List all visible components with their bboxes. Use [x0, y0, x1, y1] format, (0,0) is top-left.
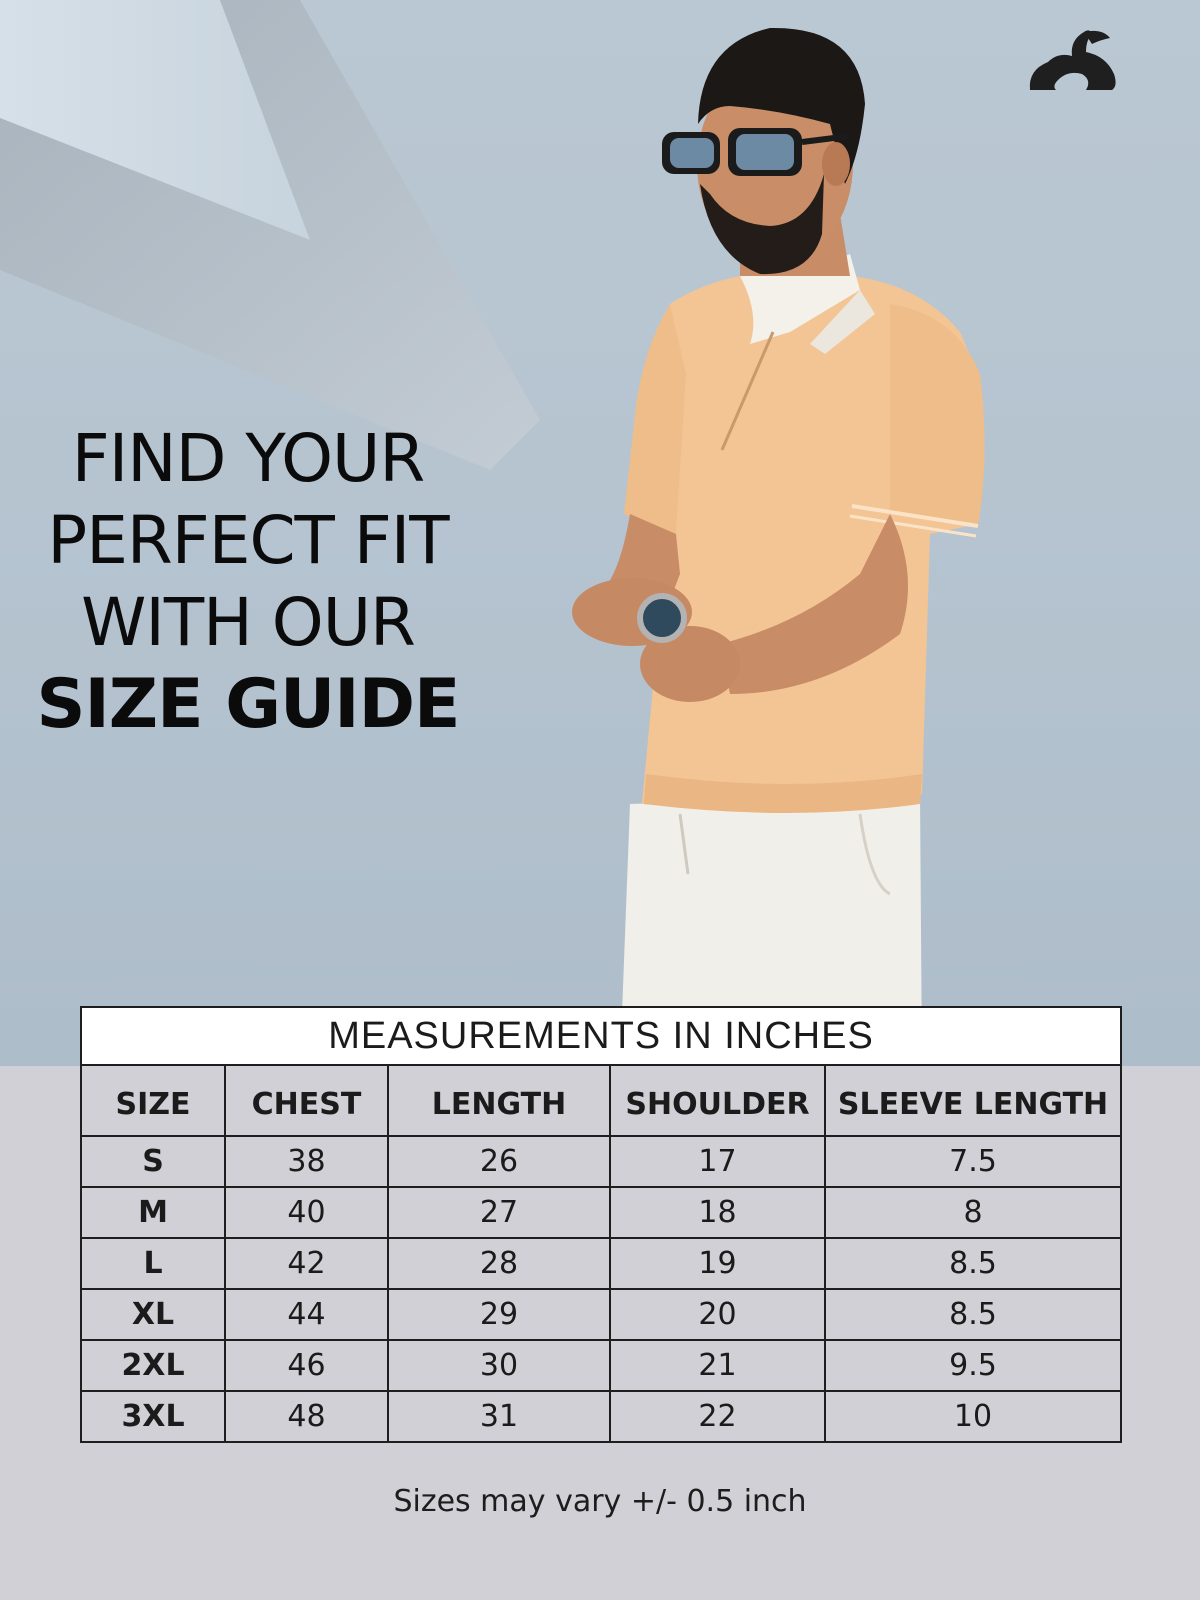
chest-cell: 38 [225, 1136, 388, 1187]
length-cell: 27 [388, 1187, 610, 1238]
table-row [81, 1136, 1121, 1187]
sleeve-length-cell: 8.5 [825, 1289, 1121, 1340]
size-cell: 2XL [81, 1340, 225, 1391]
headline-line-1: FIND YOUR [71, 420, 425, 497]
size-cell: M [81, 1187, 225, 1238]
column-header-length: LENGTH [388, 1065, 610, 1136]
chest-cell: 44 [225, 1289, 388, 1340]
size-cell: 3XL [81, 1391, 225, 1442]
length-cell: 28 [388, 1238, 610, 1289]
chest-cell: 48 [225, 1391, 388, 1442]
headline [20, 418, 476, 746]
length-cell: 26 [388, 1136, 610, 1187]
length-cell: 30 [388, 1340, 610, 1391]
length-cell: 31 [388, 1391, 610, 1442]
sleeve-length-cell: 9.5 [825, 1340, 1121, 1391]
size-variance-note: Sizes may vary +/- 0.5 inch [393, 1484, 807, 1519]
column-header-shoulder: SHOULDER [610, 1065, 825, 1136]
size-table [80, 1006, 1122, 1443]
table-header-row [81, 1065, 1121, 1136]
headline-line-3: WITH OUR [81, 584, 415, 661]
size-cell: L [81, 1238, 225, 1289]
shoulder-cell: 19 [610, 1238, 825, 1289]
headline-line-2: PERFECT FIT [47, 502, 449, 579]
column-header-size: SIZE [81, 1065, 225, 1136]
column-header-sleeve-length: SLEEVE LENGTH [825, 1065, 1121, 1136]
chest-cell: 42 [225, 1238, 388, 1289]
size-chart [80, 1006, 1120, 1443]
length-cell: 29 [388, 1289, 610, 1340]
model-photo [560, 14, 1020, 1066]
shoulder-cell: 21 [610, 1340, 825, 1391]
table-row [81, 1187, 1121, 1238]
table-row [81, 1340, 1121, 1391]
table-row [81, 1289, 1121, 1340]
headline-line-4: SIZE GUIDE [36, 665, 460, 744]
sleeve-length-cell: 7.5 [825, 1136, 1121, 1187]
shoulder-cell: 22 [610, 1391, 825, 1442]
shoulder-cell: 20 [610, 1289, 825, 1340]
column-header-chest: CHEST [225, 1065, 388, 1136]
shoulder-cell: 17 [610, 1136, 825, 1187]
size-cell: XL [81, 1289, 225, 1340]
rabbit-logo-icon [1022, 26, 1122, 96]
shoulder-cell: 18 [610, 1187, 825, 1238]
size-cell: S [81, 1136, 225, 1187]
sleeve-length-cell: 10 [825, 1391, 1121, 1442]
table-row [81, 1238, 1121, 1289]
table-caption: MEASUREMENTS IN INCHES [81, 1007, 1121, 1065]
sleeve-length-cell: 8 [825, 1187, 1121, 1238]
table-row [81, 1391, 1121, 1442]
chest-cell: 46 [225, 1340, 388, 1391]
chest-cell: 40 [225, 1187, 388, 1238]
sleeve-length-cell: 8.5 [825, 1238, 1121, 1289]
